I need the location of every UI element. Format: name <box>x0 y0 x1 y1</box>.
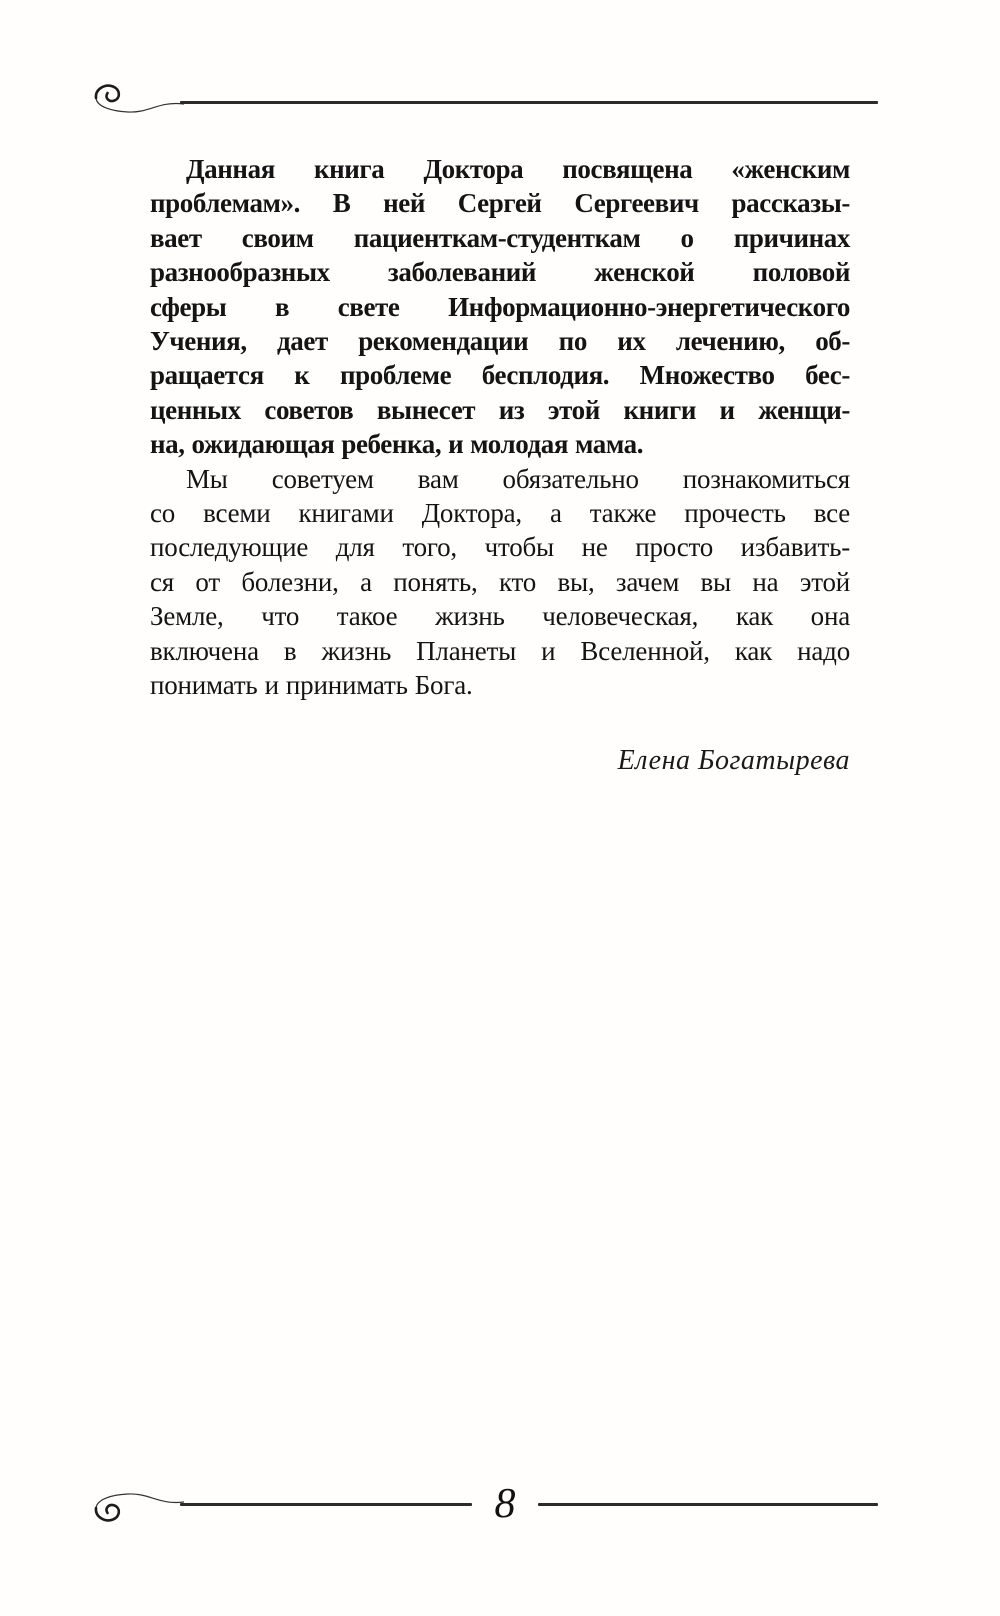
footer-rule-left <box>180 1503 472 1506</box>
text-line: Мы советуем вам обязательно познакомиться <box>186 463 850 494</box>
text-line: Учения, дает рекомендации по их лечению, об- <box>150 326 850 357</box>
text-line: вает своим пациенткам-студенткам о причинах <box>150 222 850 253</box>
text-line: ращается к проблеме бесплодия. Множество бес- <box>150 360 850 391</box>
text-line: включена в жизнь Планеты и Вселенной, как надо <box>150 635 850 666</box>
header-rule <box>180 101 878 104</box>
footer-rule-right <box>538 1503 878 1506</box>
text-line: со всеми книгами Доктора, а также прочесть все <box>150 498 850 529</box>
text-line: на, ожидающая ребенка, и молодая мама. <box>150 429 644 460</box>
footer-swirl-icon <box>84 1488 184 1524</box>
text-block <box>150 152 850 703</box>
text-line: проблемам». В ней Сергей Сергеевич рассказы- <box>150 188 850 219</box>
text-line: ценных советов вынесет из этой книги и женщи- <box>150 394 850 425</box>
paragraph-advice <box>150 462 850 703</box>
text-line: разнообразных заболеваний женской половой <box>150 257 850 288</box>
text-line: последующие для того, чтобы не просто избавить- <box>150 532 850 563</box>
text-line: Земле, что такое жизнь человеческая, как она <box>150 601 850 632</box>
author-signature: Елена Богатырева <box>617 745 850 776</box>
text-line: ся от болезни, а понять, кто вы, зачем вы на этой <box>150 566 850 597</box>
text-line: сферы в свете Информационно-энергетического <box>150 291 850 322</box>
text-line: Данная книга Доктора посвящена «женским <box>186 154 850 184</box>
text-line: понимать и принимать Бога. <box>150 670 473 701</box>
header-swirl-icon <box>84 82 184 118</box>
page-number: 8 <box>494 1481 516 1527</box>
paragraph-annotation <box>150 152 850 462</box>
